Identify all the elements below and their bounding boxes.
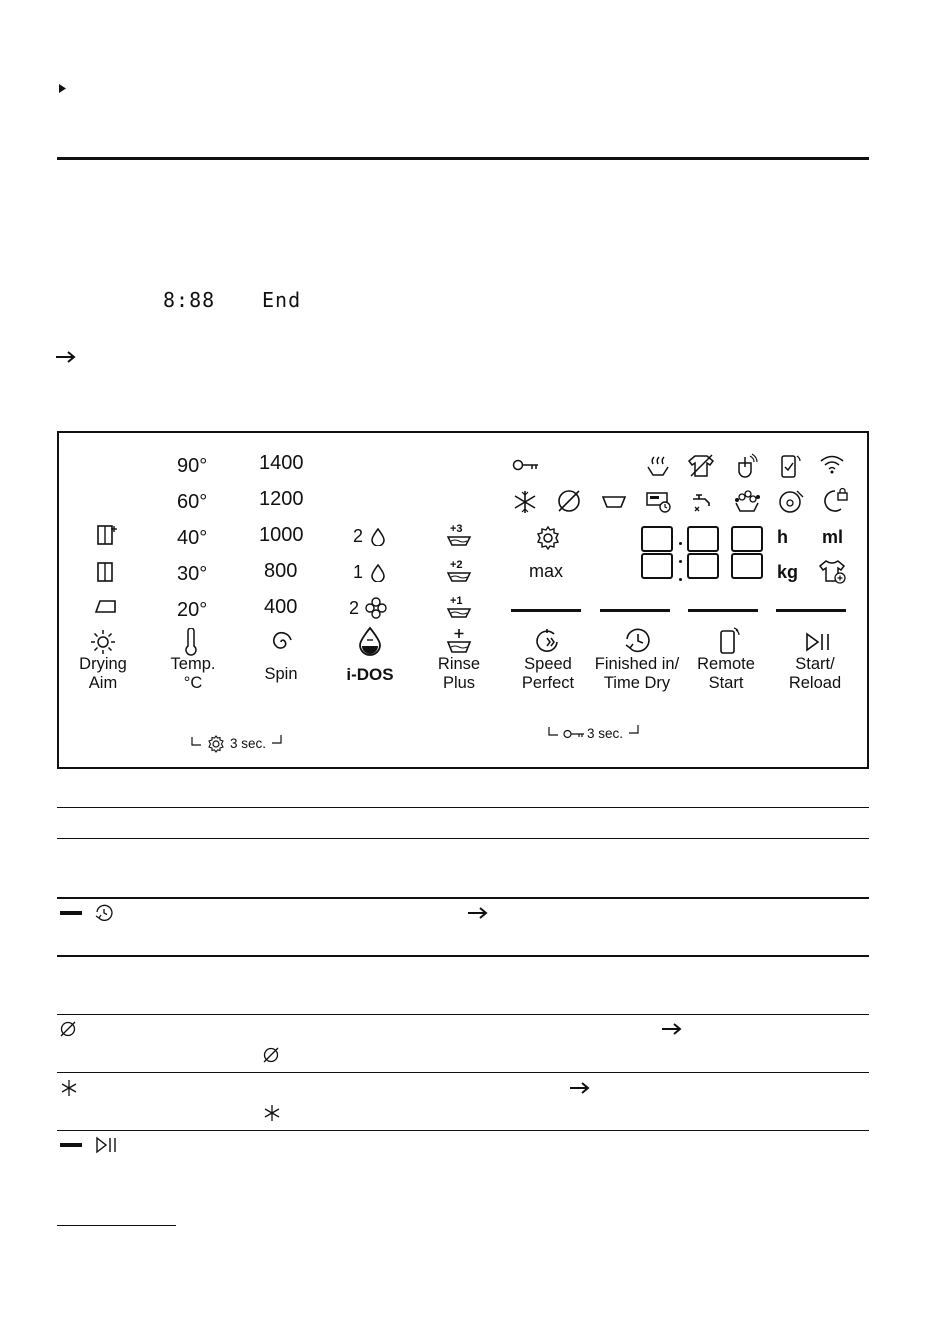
finished-in-button[interactable]: Finished in/ Time Dry bbox=[594, 655, 680, 692]
clock-icon bbox=[95, 904, 113, 922]
basin-icon bbox=[446, 607, 472, 619]
bracket-right-icon bbox=[271, 735, 283, 745]
wifi-icon bbox=[819, 455, 845, 475]
right-arrow-icon bbox=[56, 351, 76, 363]
idos-drop-icon[interactable] bbox=[357, 626, 383, 656]
settings-hold-hint: 3 sec. bbox=[230, 736, 267, 751]
rinse-plus-icon[interactable] bbox=[446, 627, 472, 655]
rinse-plus1: +1 bbox=[450, 595, 463, 607]
table-rule bbox=[57, 838, 869, 839]
settings-gear-icon bbox=[535, 525, 561, 551]
drop-icon bbox=[371, 564, 385, 582]
dash-icon bbox=[60, 1143, 82, 1147]
dash-icon bbox=[60, 911, 82, 915]
spin-spiral-icon[interactable] bbox=[268, 629, 294, 655]
key-lock-icon bbox=[563, 729, 585, 739]
remote-start-icon[interactable] bbox=[717, 627, 741, 655]
temp-90: 90° bbox=[177, 455, 208, 477]
spin-1200: 1200 bbox=[259, 488, 304, 510]
rinse-plus-button[interactable]: Rinse Plus bbox=[437, 655, 481, 692]
lock-hold-hint: 3 sec. bbox=[587, 726, 624, 741]
temp-button[interactable]: Temp. °C bbox=[170, 655, 216, 692]
rinse-plus3: +3 bbox=[450, 523, 463, 535]
indicator-bar bbox=[688, 609, 758, 612]
unit-ml: ml bbox=[822, 527, 844, 547]
drawer-clock-icon bbox=[645, 490, 673, 514]
key-lock-icon bbox=[512, 458, 540, 472]
bubbles-icon bbox=[733, 489, 761, 515]
indicator-bar bbox=[511, 609, 581, 612]
settings-gear-icon bbox=[207, 735, 225, 753]
idos-level-2: 2 bbox=[353, 526, 364, 546]
spin-1400: 1400 bbox=[259, 452, 304, 474]
no-iron-icon bbox=[556, 488, 582, 514]
table-rule bbox=[57, 807, 869, 808]
shirt-plus-icon bbox=[818, 559, 848, 585]
no-wrinkle-icon bbox=[687, 453, 715, 479]
spin-button[interactable]: Spin bbox=[264, 665, 298, 683]
sun-icon[interactable] bbox=[90, 629, 116, 655]
idos-level-2b: 2 bbox=[349, 598, 360, 618]
max-label: max bbox=[529, 561, 564, 581]
table-rule bbox=[57, 955, 869, 957]
no-iron-icon bbox=[263, 1047, 279, 1063]
basin-icon bbox=[446, 571, 472, 583]
temp-60: 60° bbox=[177, 491, 208, 513]
speed-perfect-icon[interactable] bbox=[534, 627, 562, 655]
start-reload-button[interactable]: Start/ Reload bbox=[788, 655, 842, 692]
flower-icon bbox=[365, 597, 387, 619]
footnote-rule bbox=[57, 1225, 176, 1226]
play-pause-icon bbox=[95, 1136, 119, 1154]
drum-clean-icon bbox=[777, 488, 805, 516]
remote-start-button[interactable]: Remote Start bbox=[697, 655, 755, 692]
cupboard-dry-plus-icon bbox=[95, 523, 119, 547]
steam-icon bbox=[645, 453, 671, 479]
bracket-left-icon bbox=[191, 737, 203, 747]
control-panel bbox=[57, 431, 869, 769]
bracket-left-icon bbox=[548, 727, 560, 737]
drop-icon bbox=[371, 528, 385, 546]
right-arrow-icon bbox=[570, 1082, 590, 1094]
speed-perfect-button[interactable]: Speed Perfect bbox=[521, 655, 575, 692]
snowflake-icon bbox=[60, 1079, 78, 1097]
iron-dry-icon bbox=[93, 596, 119, 616]
temp-20: 20° bbox=[177, 599, 208, 621]
temp-30: 30° bbox=[177, 563, 208, 585]
snowflake-icon bbox=[512, 489, 538, 515]
triangle-bullet-icon bbox=[59, 84, 67, 93]
right-arrow-icon bbox=[662, 1023, 682, 1035]
temp-40: 40° bbox=[177, 527, 208, 549]
idos-level-1: 1 bbox=[353, 562, 364, 582]
water-tap-icon bbox=[689, 489, 715, 515]
end-readout: End bbox=[262, 288, 302, 312]
section-rule bbox=[57, 157, 869, 160]
idos-button[interactable]: i-DOS bbox=[346, 665, 394, 684]
no-iron-icon bbox=[60, 1021, 76, 1037]
snowflake-icon bbox=[263, 1104, 281, 1122]
table-rule bbox=[57, 1072, 869, 1073]
remote-pot-icon bbox=[735, 453, 759, 479]
rinse-plus2: +2 bbox=[450, 559, 463, 571]
drying-aim-button[interactable]: Drying Aim bbox=[79, 655, 127, 692]
table-rule bbox=[57, 1130, 869, 1131]
spin-400: 400 bbox=[264, 596, 298, 618]
basin-icon bbox=[446, 535, 472, 547]
thermometer-icon[interactable] bbox=[183, 628, 199, 656]
child-lock-icon bbox=[821, 487, 849, 515]
basin-empty-icon bbox=[601, 495, 627, 509]
indicator-bar bbox=[776, 609, 846, 612]
time-readout: 8:88 bbox=[163, 288, 216, 312]
clock-icon[interactable] bbox=[624, 627, 652, 655]
unit-h: h bbox=[777, 527, 788, 547]
right-arrow-icon bbox=[468, 907, 488, 919]
table-rule bbox=[57, 1014, 869, 1015]
phone-check-icon bbox=[779, 453, 803, 479]
bracket-right-icon bbox=[628, 725, 640, 735]
spin-800: 800 bbox=[264, 560, 298, 582]
unit-kg: kg bbox=[777, 562, 799, 582]
spin-1000: 1000 bbox=[259, 524, 304, 546]
table-rule bbox=[57, 897, 869, 899]
play-pause-icon[interactable] bbox=[804, 631, 832, 653]
cupboard-dry-icon bbox=[95, 560, 119, 584]
indicator-bar bbox=[600, 609, 670, 612]
